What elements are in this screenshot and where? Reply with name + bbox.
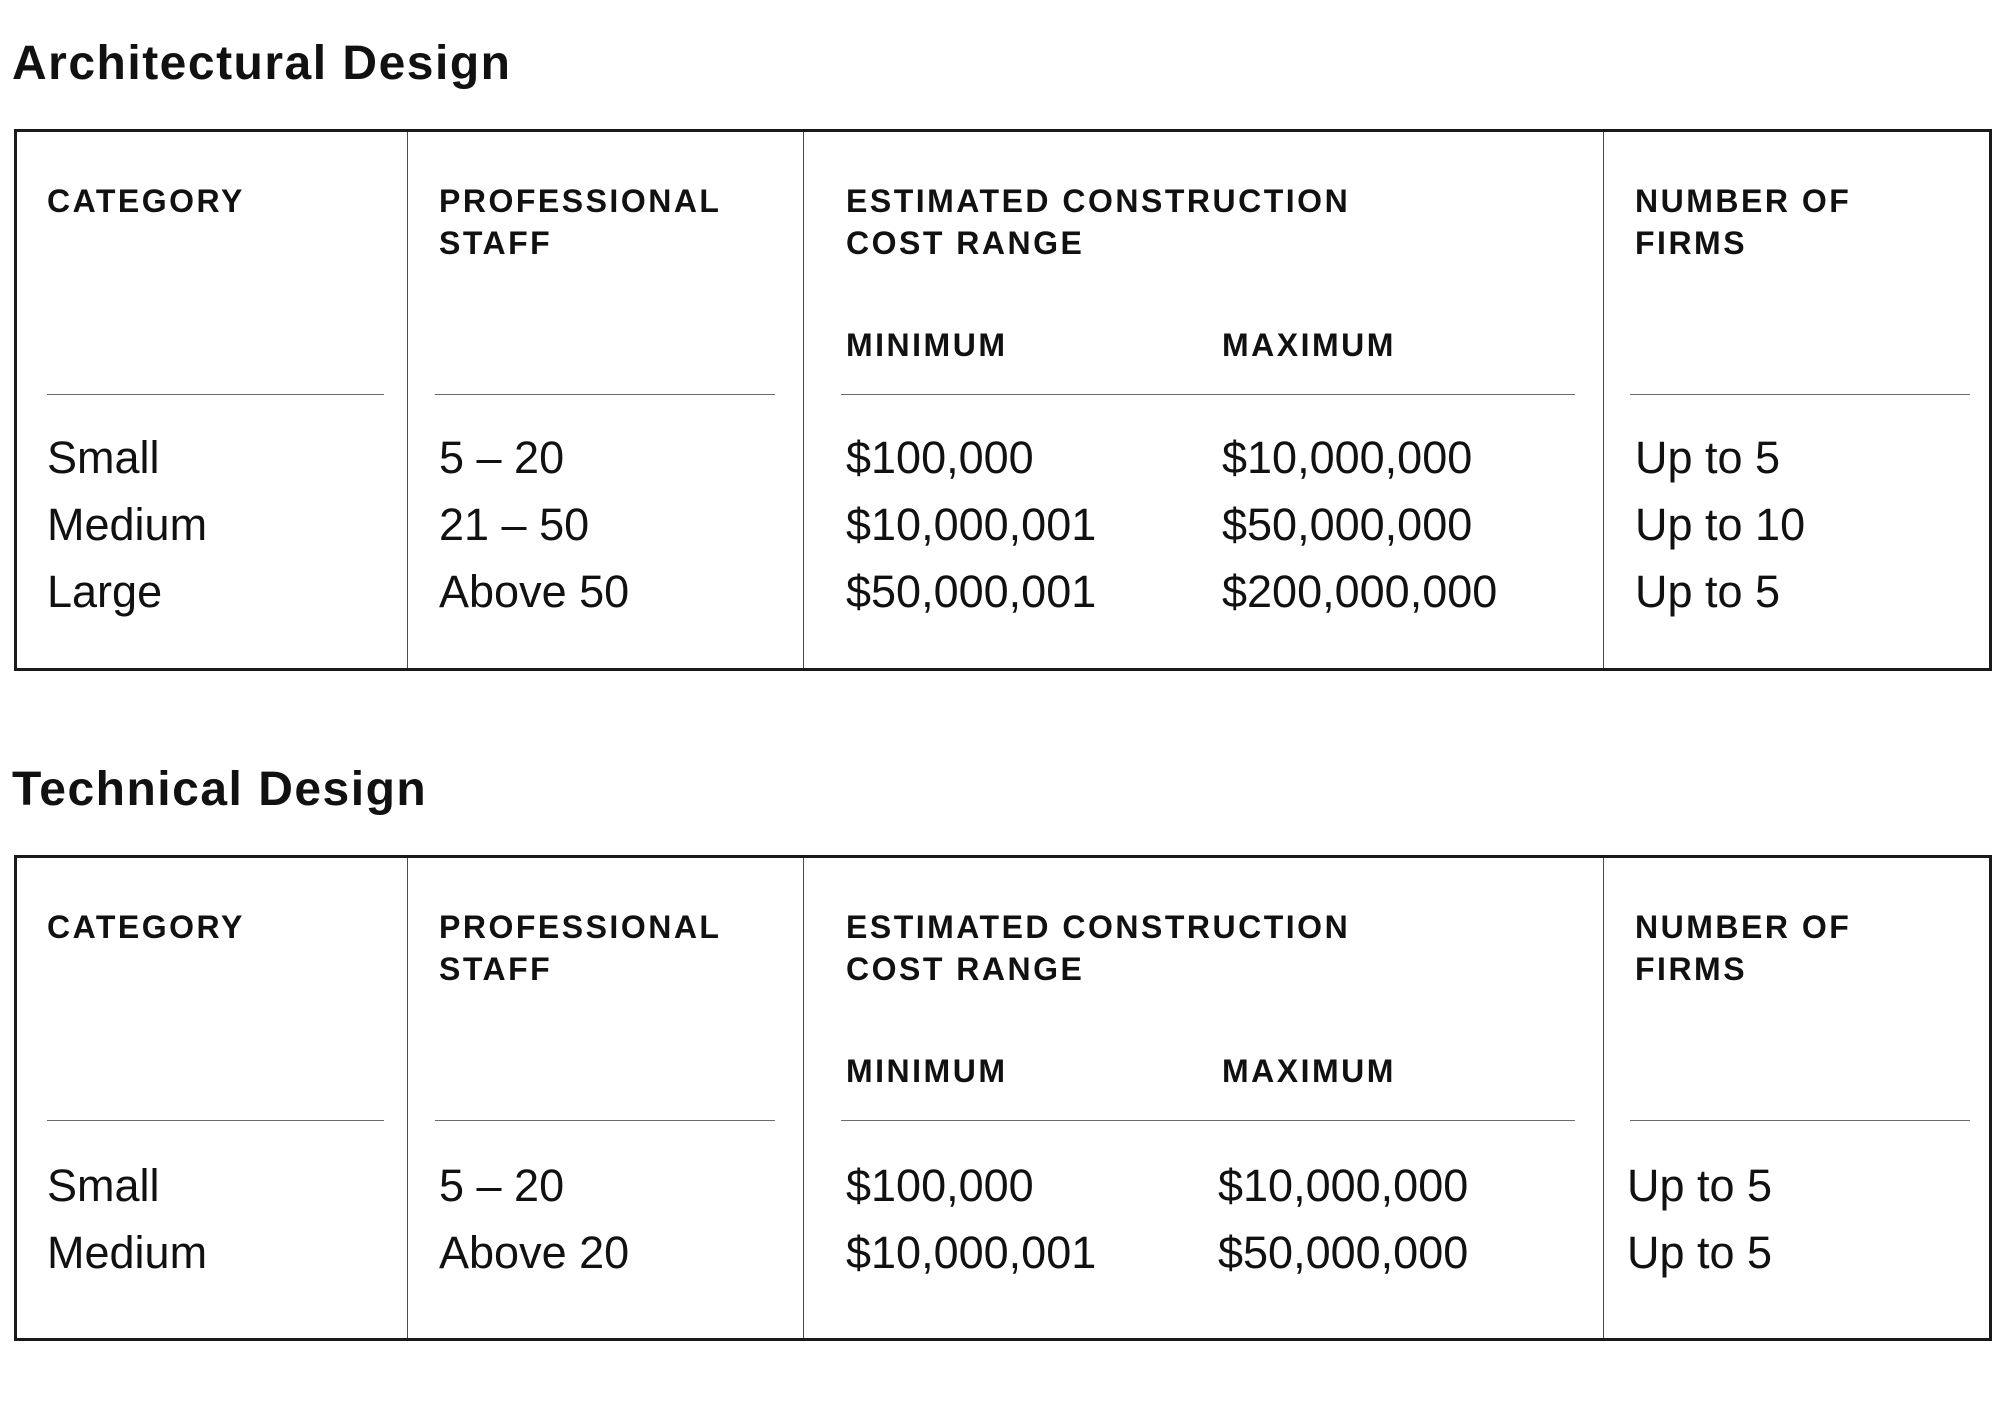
header-minimum: MINIMUM [846,1053,1008,1089]
column-divider [1603,858,1604,1338]
cell-maximum: $10,000,000 [1222,432,1473,483]
technical-design-table [14,855,1992,1341]
header-cost-range: ESTIMATED CONSTRUCTION COST RANGE [846,183,1351,261]
header-rule [841,394,1575,395]
cell-minimum: $50,000,001 [846,566,1097,617]
header-maximum: MAXIMUM [1222,1053,1396,1089]
header-rule [435,394,775,395]
column-divider [407,858,408,1338]
header-rule [1630,394,1970,395]
header-professional-staff: PROFESSIONAL STAFF [439,183,722,261]
header-number-of-firms: NUMBER OF FIRMS [1635,909,1852,987]
cell-maximum: $200,000,000 [1222,566,1498,617]
cell-firms: Up to 5 [1635,566,1781,617]
cell-firms: Up to 10 [1635,499,1806,550]
cell-category: Small [47,432,160,483]
header-maximum: MAXIMUM [1222,327,1396,363]
cell-category: Medium [47,499,208,550]
cell-maximum: $50,000,000 [1222,499,1473,550]
header-rule [47,1120,384,1121]
header-rule [1630,1120,1970,1121]
cell-category: Medium [47,1227,208,1278]
header-cost-range: ESTIMATED CONSTRUCTION COST RANGE [846,909,1351,987]
header-rule [841,1120,1575,1121]
header-category: CATEGORY [47,909,245,945]
header-minimum: MINIMUM [846,327,1008,363]
cell-category: Large [47,566,163,617]
header-professional-staff: PROFESSIONAL STAFF [439,909,722,987]
cell-staff: Above 20 [439,1227,630,1278]
cell-minimum: $100,000 [846,1160,1034,1211]
section-title-technical: Technical Design [12,763,428,816]
cell-maximum: $10,000,000 [1218,1160,1469,1211]
cell-minimum: $100,000 [846,432,1034,483]
cell-minimum: $10,000,001 [846,1227,1097,1278]
cell-firms: Up to 5 [1627,1160,1773,1211]
header-rule [47,394,384,395]
cell-minimum: $10,000,001 [846,499,1097,550]
cell-firms: Up to 5 [1635,432,1781,483]
cell-staff: 21 – 50 [439,499,590,550]
header-category: CATEGORY [47,183,245,219]
cell-staff: 5 – 20 [439,432,565,483]
cell-staff: 5 – 20 [439,1160,565,1211]
architectural-design-table [14,129,1992,671]
cell-category: Small [47,1160,160,1211]
column-divider [803,858,804,1338]
cell-maximum: $50,000,000 [1218,1227,1469,1278]
column-divider [407,132,408,668]
column-divider [1603,132,1604,668]
cell-firms: Up to 5 [1627,1227,1773,1278]
section-title-architectural: Architectural Design [12,37,512,90]
header-rule [435,1120,775,1121]
header-number-of-firms: NUMBER OF FIRMS [1635,183,1852,261]
cell-staff: Above 50 [439,566,630,617]
column-divider [803,132,804,668]
